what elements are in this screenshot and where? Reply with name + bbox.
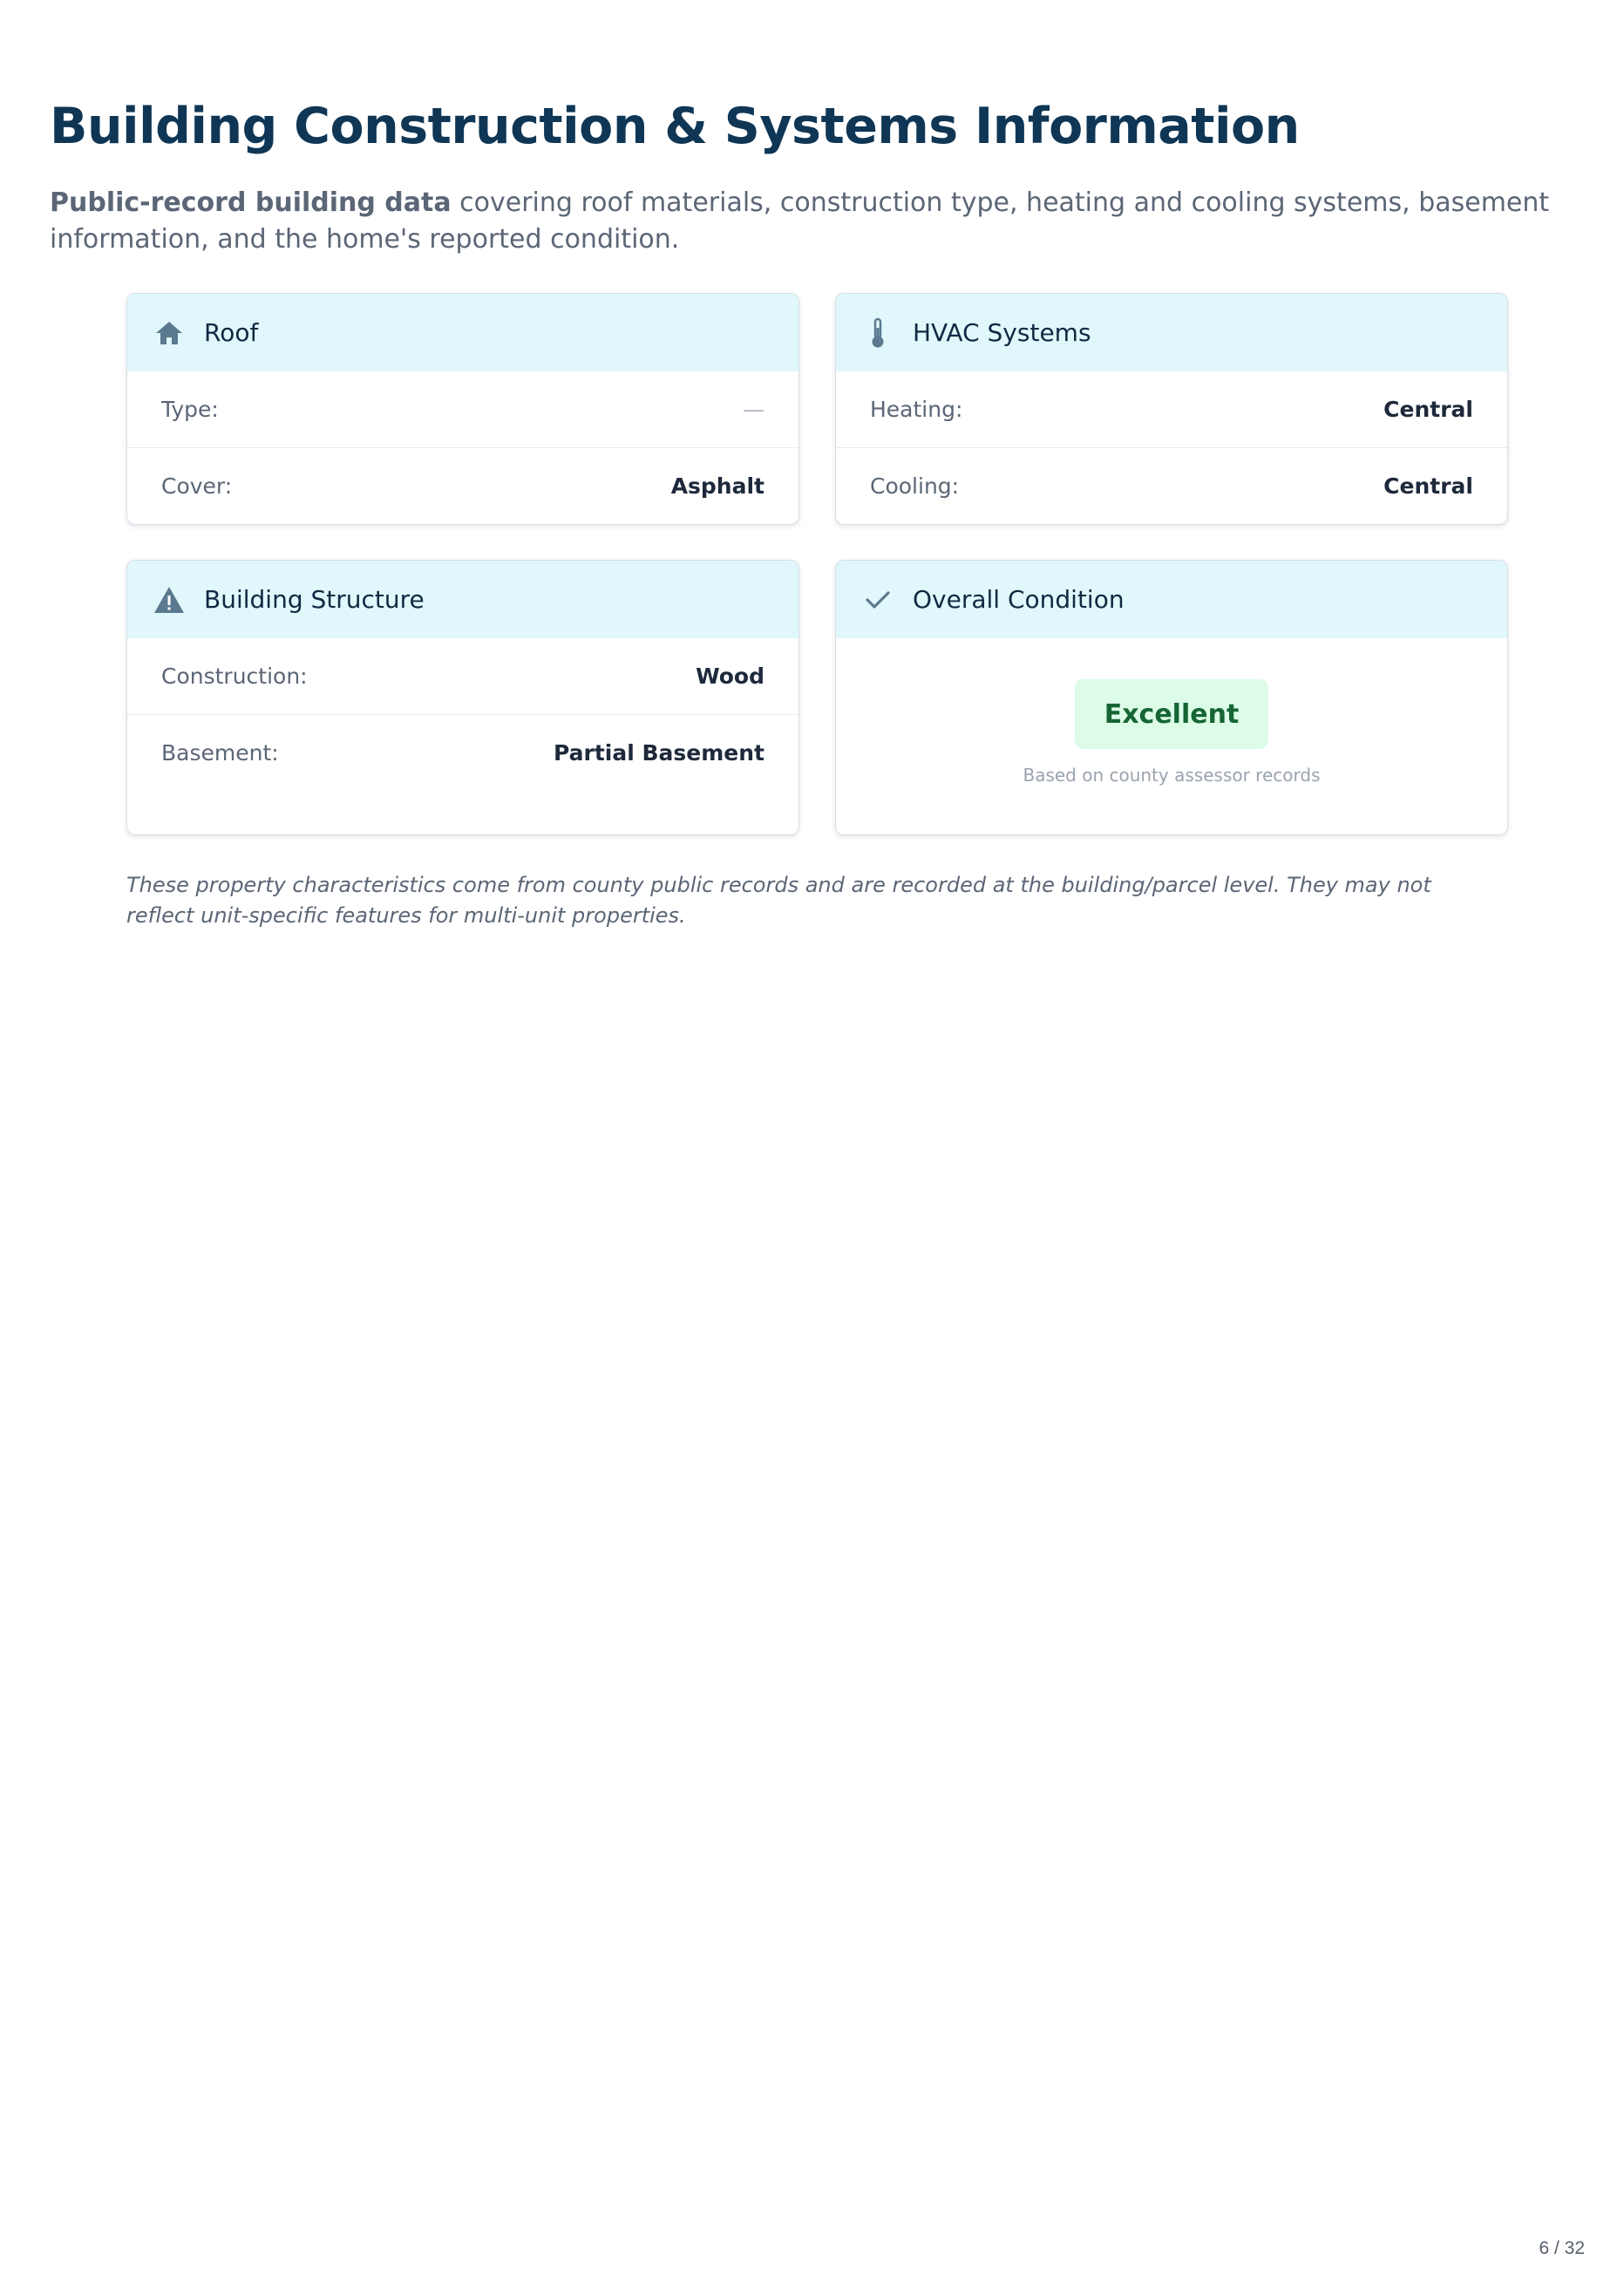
hvac-cooling-label: Cooling: xyxy=(870,473,960,499)
structure-card-header xyxy=(127,561,798,638)
checkmark-icon xyxy=(862,584,894,616)
hvac-card-title: HVAC Systems xyxy=(913,318,1091,347)
structure-construction-label: Construction: xyxy=(161,664,308,689)
page-title: Building Construction & Systems Information xyxy=(50,98,1300,155)
condition-body xyxy=(836,638,1507,786)
structure-card-title: Building Structure xyxy=(204,585,425,614)
roof-type-value: — xyxy=(743,397,764,422)
hvac-heating-label: Heating: xyxy=(870,397,963,422)
roof-card xyxy=(126,293,799,525)
condition-card xyxy=(835,560,1508,835)
intro-paragraph xyxy=(50,185,1584,258)
condition-rating-badge: Excellent xyxy=(1075,679,1268,749)
roof-card-title: Roof xyxy=(204,318,259,347)
structure-construction-row xyxy=(127,638,798,714)
structure-card xyxy=(126,560,799,835)
structure-construction-value: Wood xyxy=(696,664,764,689)
roof-type-label: Type: xyxy=(161,397,219,422)
hvac-cooling-row xyxy=(836,447,1507,523)
intro-text: covering roof materials, construction type, heating and cooling systems, basement information, and the home's reported condition. xyxy=(50,187,1550,255)
hvac-card-header xyxy=(836,294,1507,371)
structure-basement-label: Basement: xyxy=(161,739,279,766)
hvac-cooling-value: Central xyxy=(1383,473,1473,499)
roof-type-row xyxy=(127,371,798,447)
hvac-card xyxy=(835,293,1508,525)
roof-card-header xyxy=(127,294,798,371)
hvac-heating-row xyxy=(836,371,1507,447)
condition-source-note: Based on county assessor records xyxy=(1023,765,1321,786)
page-number: 6 / 32 xyxy=(1539,2238,1585,2258)
house-icon xyxy=(153,317,185,349)
intro-bold: Public-record building data xyxy=(50,187,452,218)
roof-cover-row xyxy=(127,447,798,523)
thermometer-icon xyxy=(862,317,894,349)
warning-triangle-icon xyxy=(153,584,185,616)
roof-cover-value: Asphalt xyxy=(670,473,764,499)
structure-basement-row xyxy=(127,714,798,790)
structure-basement-value: Partial Basement xyxy=(553,739,764,766)
hvac-heating-value: Central xyxy=(1383,397,1473,422)
footnote: These property characteristics come from county public records and are recorded at the building/parcel level. They may not reflect unit-specific features for multi-unit properties. xyxy=(126,873,1431,928)
condition-card-header xyxy=(836,561,1507,638)
condition-card-title: Overall Condition xyxy=(913,585,1125,614)
roof-cover-label: Cover: xyxy=(161,473,233,499)
